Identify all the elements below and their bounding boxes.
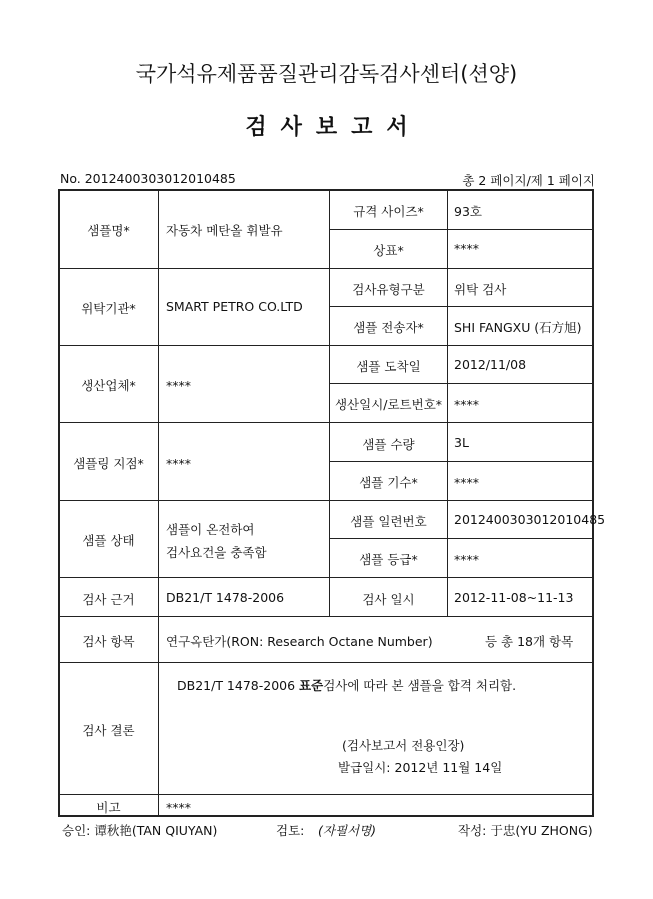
value-sample-name: 자동차 메탄올 휘발유: [166, 223, 283, 238]
row-line: [59, 662, 594, 663]
row-line: [329, 229, 594, 230]
conclusion-text-suffix: 검사에 따라 본 샘플을 합격 처리함.: [323, 678, 517, 693]
value-sample-mark: ****: [454, 475, 479, 490]
label-sample-grade: 샘플 등급*: [359, 552, 418, 567]
label-sample-name: 샘플명*: [87, 223, 130, 238]
label-remarks: 비고: [96, 800, 121, 815]
value-sample-state-line1: 샘플이 온전하여: [166, 522, 255, 537]
value-spec-size: 93호: [454, 204, 482, 219]
value-sampling-site: ****: [166, 456, 191, 471]
label-sample-qty: 샘플 수량: [362, 437, 415, 452]
label-manufacturer: 생산업체*: [81, 378, 136, 393]
value-sample-arrival: 2012/11/08: [454, 357, 527, 372]
value-items-count: 등 총 18개 항목: [485, 634, 574, 649]
reviewer-signature: (자필서명): [318, 823, 377, 838]
col-divider-1: [158, 190, 159, 817]
label-sample-state: 샘플 상태: [82, 533, 135, 548]
row-line: [59, 268, 594, 269]
organization-name: 국가석유제품품질관리감독검사센터(션양): [135, 62, 518, 86]
col-divider-3: [447, 190, 448, 616]
value-sample-grade: ****: [454, 552, 479, 567]
row-line: [59, 422, 594, 423]
value-consignor: SMART PETRO CO.LTD: [166, 299, 303, 314]
value-remarks: ****: [166, 800, 191, 815]
label-inspection-date: 검사 일시: [362, 592, 415, 607]
row-line: [329, 383, 594, 384]
conclusion-seal: (검사보고서 전용인장): [342, 738, 465, 753]
row-line: [59, 794, 594, 795]
conclusion-text: [177, 676, 516, 694]
label-trademark: 상표*: [373, 243, 404, 258]
row-line: [59, 616, 594, 617]
row-line: [59, 577, 594, 578]
report-title: 검사보고서: [245, 115, 422, 140]
label-spec-size: 규격 사이즈*: [353, 204, 424, 219]
label-items: 검사 항목: [82, 634, 135, 649]
value-manufacturer: ****: [166, 378, 191, 393]
conclusion-text-prefix: DB21/T 1478-2006: [177, 678, 300, 693]
author: 작성: 于忠(YU ZHONG): [458, 823, 593, 838]
value-items: 연구옥탄가(RON: Research Octane Number): [166, 634, 433, 649]
label-sample-serial: 샘플 일련번호: [350, 514, 427, 529]
row-line: [329, 306, 594, 307]
value-basis: DB21/T 1478-2006: [166, 590, 285, 605]
row-line: [59, 345, 594, 346]
conclusion-text-bold: 표준: [299, 678, 324, 693]
label-consignor: 위탁기관*: [81, 301, 136, 316]
value-lot-no: ****: [454, 397, 479, 412]
label-sample-arrival: 샘플 도착일: [356, 359, 421, 374]
value-inspection-date: 2012-11-08~11-13: [454, 590, 574, 605]
label-sample-mark: 샘플 기수*: [359, 475, 418, 490]
label-sample-sender: 샘플 전송자*: [353, 320, 424, 335]
document-number: No. 2012400303012010485: [60, 171, 236, 186]
row-line: [329, 538, 594, 539]
value-inspection-type: 위탁 검사: [454, 282, 507, 297]
value-sample-serial: 2012400303012010485: [454, 512, 606, 527]
approver: 승인: 谭秋艳(TAN QIUYAN): [62, 823, 218, 838]
value-sample-sender: SHI FANGXU (石方旭): [454, 320, 582, 335]
row-line: [59, 500, 594, 501]
label-conclusion: 검사 결론: [82, 723, 135, 738]
label-lot-no: 생산일시/로트번호*: [334, 397, 443, 412]
label-sampling-site: 샘플링 지점*: [73, 456, 144, 471]
value-sample-state-line2: 검사요건을 충족함: [166, 545, 267, 560]
page-info: 총 2 페이지/제 1 페이지: [462, 173, 595, 188]
reviewer-label: 검토:: [276, 823, 305, 838]
label-basis: 검사 근거: [82, 592, 135, 607]
row-line: [329, 461, 594, 462]
label-inspection-type: 검사유형구분: [352, 282, 425, 297]
value-sample-qty: 3L: [454, 435, 469, 450]
value-trademark: ****: [454, 241, 479, 256]
issue-date: 발급일시: 2012년 11월 14일: [338, 760, 503, 775]
